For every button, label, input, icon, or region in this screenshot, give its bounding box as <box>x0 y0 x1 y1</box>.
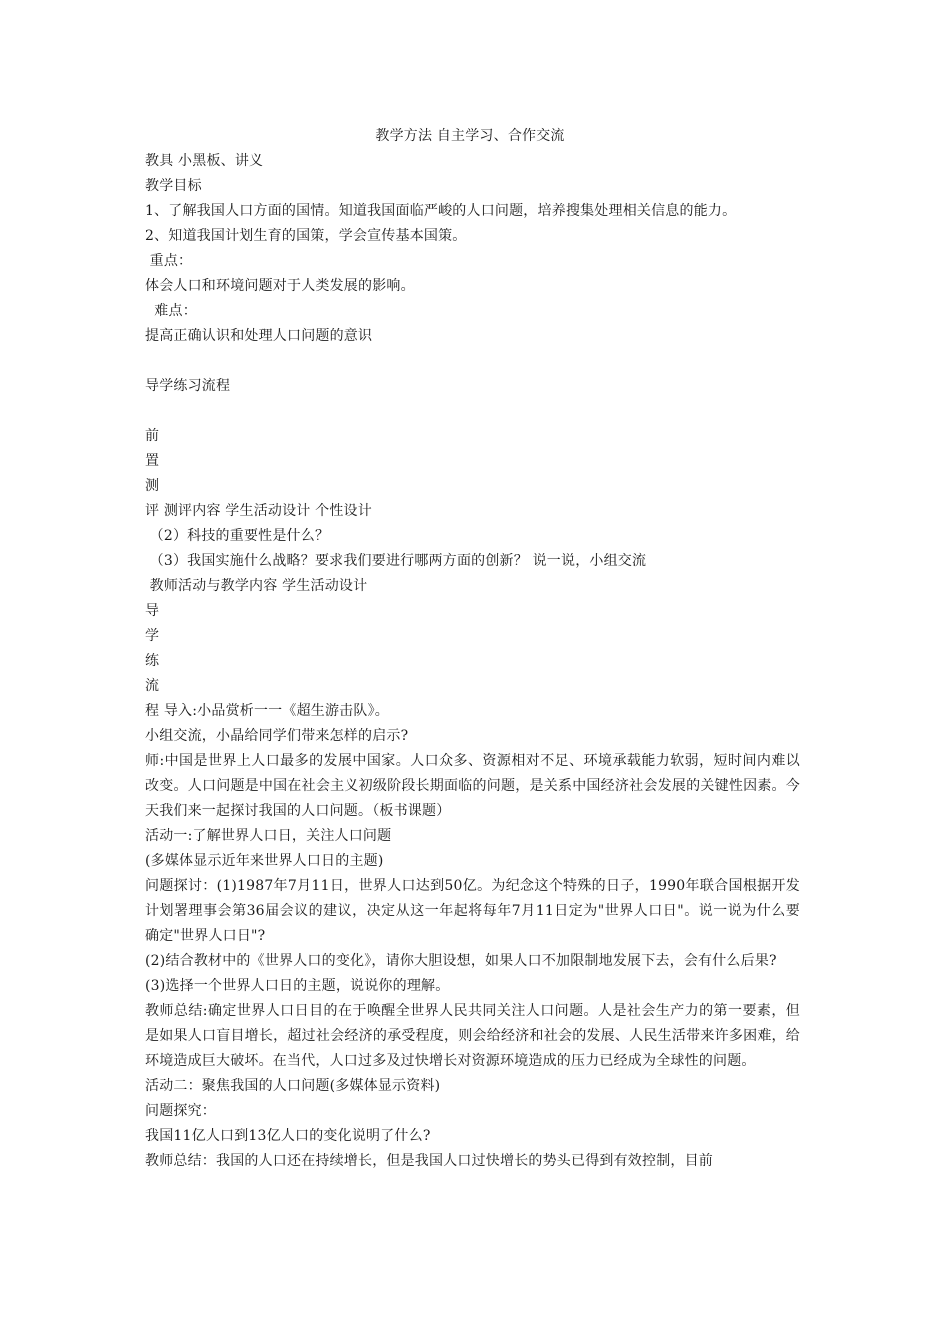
inquiry-question: 我国11亿人口到13亿人口的变化说明了什么? <box>145 1128 431 1144</box>
activity-2-heading: 活动二：聚焦我国的人口问题(多媒体显示资料) <box>145 1078 441 1094</box>
activity-1-media-note: (多媒体显示近年来世界人口日的主题) <box>145 853 384 869</box>
key-point-text: 体会人口和环境问题对于人类发展的影响。 <box>145 278 415 294</box>
objectives-heading: 教学目标 <box>145 178 202 194</box>
blank-line <box>145 349 815 374</box>
intro-line: 程 导入:小品赏析一一《超生游击队》。 <box>145 703 389 719</box>
document-body <box>145 124 815 1174</box>
guide-char: 流 <box>145 678 160 694</box>
question-3: (3)选择一个世界人口日的主题，说说你的理解。 <box>145 978 450 994</box>
pretest-char: 前 <box>145 428 160 444</box>
key-point-label: 重点： <box>145 253 193 269</box>
guide-char: 学 <box>145 628 160 644</box>
blank-line <box>145 399 815 424</box>
pretest-char: 置 <box>145 453 160 469</box>
objective-1: 1、了解我国人口方面的国情。知道我国面临严峻的人口问题，培养搜集处理相关信息的能力。 <box>145 203 737 219</box>
teacher-activity-header: 教师活动与教学内容 学生活动设计 <box>145 578 368 594</box>
teaching-tools: 教具 小黑板、讲义 <box>145 153 264 169</box>
teacher-summary-2: 教师总结：我国的人口还在持续增长，但是我国人口过快增长的势头已得到有效控制，目前 <box>145 1153 713 1169</box>
difficulty-text: 提高正确认识和处理人口问题的意识 <box>145 328 373 344</box>
pretest-question-2: （2）科技的重要性是什么？ <box>145 528 330 544</box>
inquiry-label: 问题探究： <box>145 1103 216 1119</box>
teacher-summary-1-paragraph: 教师总结:确定世界人口日目的在于唤醒全世界人民共同关注人口问题。人是社会生产力的第一要素，但是如果人口盲目增长，超过社会经济的承受程度，则会给经济和社会的发展、人民生活带来许多困难，给环境造成巨大破坏。在当代，人口过多及过快增长对资源环境造成的压力已经成为全球性的问题。 <box>145 1003 800 1069</box>
difficulty-label: 难点： <box>145 303 197 319</box>
guide-char: 导 <box>145 603 160 619</box>
pretest-question-3: （3）我国实施什么战略？要求我们要进行哪两方面的创新？ 说一说，小组交流 <box>145 553 647 569</box>
activity-1-heading: 活动一:了解世界人口日，关注人口问题 <box>145 828 392 844</box>
pretest-row: 评 测评内容 学生活动设计 个性设计 <box>145 503 372 519</box>
pretest-char: 测 <box>145 478 160 494</box>
guide-char: 练 <box>145 653 160 669</box>
question-2-paragraph: (2)结合教材中的《世界人口的变化》，请你大胆设想，如果人口不加限制地发展下去，会有什么后果? <box>145 953 777 969</box>
teacher-intro-paragraph: 师:中国是世界上人口最多的发展中国家。人口众多、资源相对不足、环境承载能力软弱，短时间内难以改变。人口问题是中国在社会主义初级阶段长期面临的问题，是关系中国经济社会发展的关键性因素。今天我们来一起探讨我国的人口问题。（板书课题） <box>145 753 800 819</box>
flow-heading: 导学练习流程 <box>145 378 231 394</box>
question-1-paragraph: 问题探讨：(1)1987年7月11日，世界人口达到50亿。为纪念这个特殊的日子，1990年联合国根据开发计划署理事会第36届会议的建议，决定从这一年起将每年7月11日定为"世界人口日"。说一说为什么要确定"世界人口日"? <box>145 878 800 944</box>
document-title: 教学方法 自主学习、合作交流 <box>375 128 565 144</box>
group-discussion: 小组交流，小晶给同学们带来怎样的启示? <box>145 728 409 744</box>
objective-2: 2、知道我国计划生育的国策，学会宣传基本国策。 <box>145 228 467 244</box>
